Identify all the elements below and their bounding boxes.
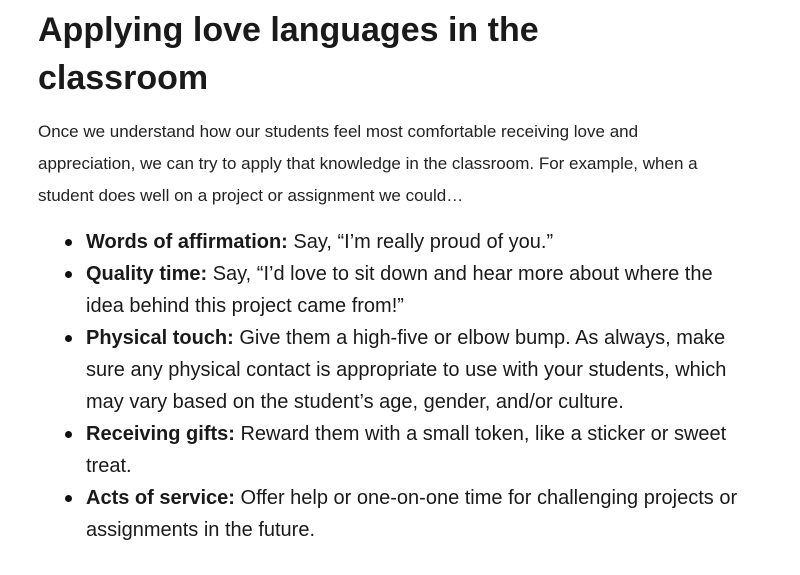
article-heading: Applying love languages in the classroom <box>38 11 539 97</box>
list-item-physical-touch <box>38 322 738 418</box>
list-item-quality-time <box>38 258 738 322</box>
list-item-text: Say, “I’m really proud of you.” <box>287 231 554 253</box>
bullet-icon <box>65 271 72 278</box>
list-item-text: Reward them with a small token, like a sticker or sweet treat. <box>86 423 727 477</box>
article-intro: Once we understand how our students feel most comfortable receiving love and appreciation, we can try to apply that knowledge in the classroom. For example, when a student does well on a project or assignment we could… <box>38 122 698 205</box>
list-item-term: Quality time: <box>86 263 208 285</box>
list-item-text: Offer help or one-on-one time for challenging projects or assignments in the future. <box>86 487 738 541</box>
list-item-term: Physical touch: <box>86 327 234 349</box>
bullet-icon <box>65 495 72 502</box>
list-item-term: Words of affirmation: <box>86 231 288 253</box>
list-item-text: Say, “I’d love to sit down and hear more about where the idea behind this project came from!” <box>86 263 713 317</box>
bullet-icon <box>65 239 72 246</box>
bullet-icon <box>65 335 72 342</box>
list-item-text: Give them a high-five or elbow bump. As always, make sure any physical contact is appropriate to use with your students, which may vary based on the student’s age, gender, and/or culture. <box>86 327 727 413</box>
bullet-icon <box>65 431 72 438</box>
list-item-receiving-gifts <box>38 418 738 482</box>
list-item-term: Acts of service: <box>86 487 235 509</box>
list-item-words-of-affirmation <box>38 226 738 258</box>
list-item-term: Receiving gifts: <box>86 423 235 445</box>
love-languages-list <box>38 226 738 546</box>
list-item-acts-of-service <box>38 482 738 546</box>
